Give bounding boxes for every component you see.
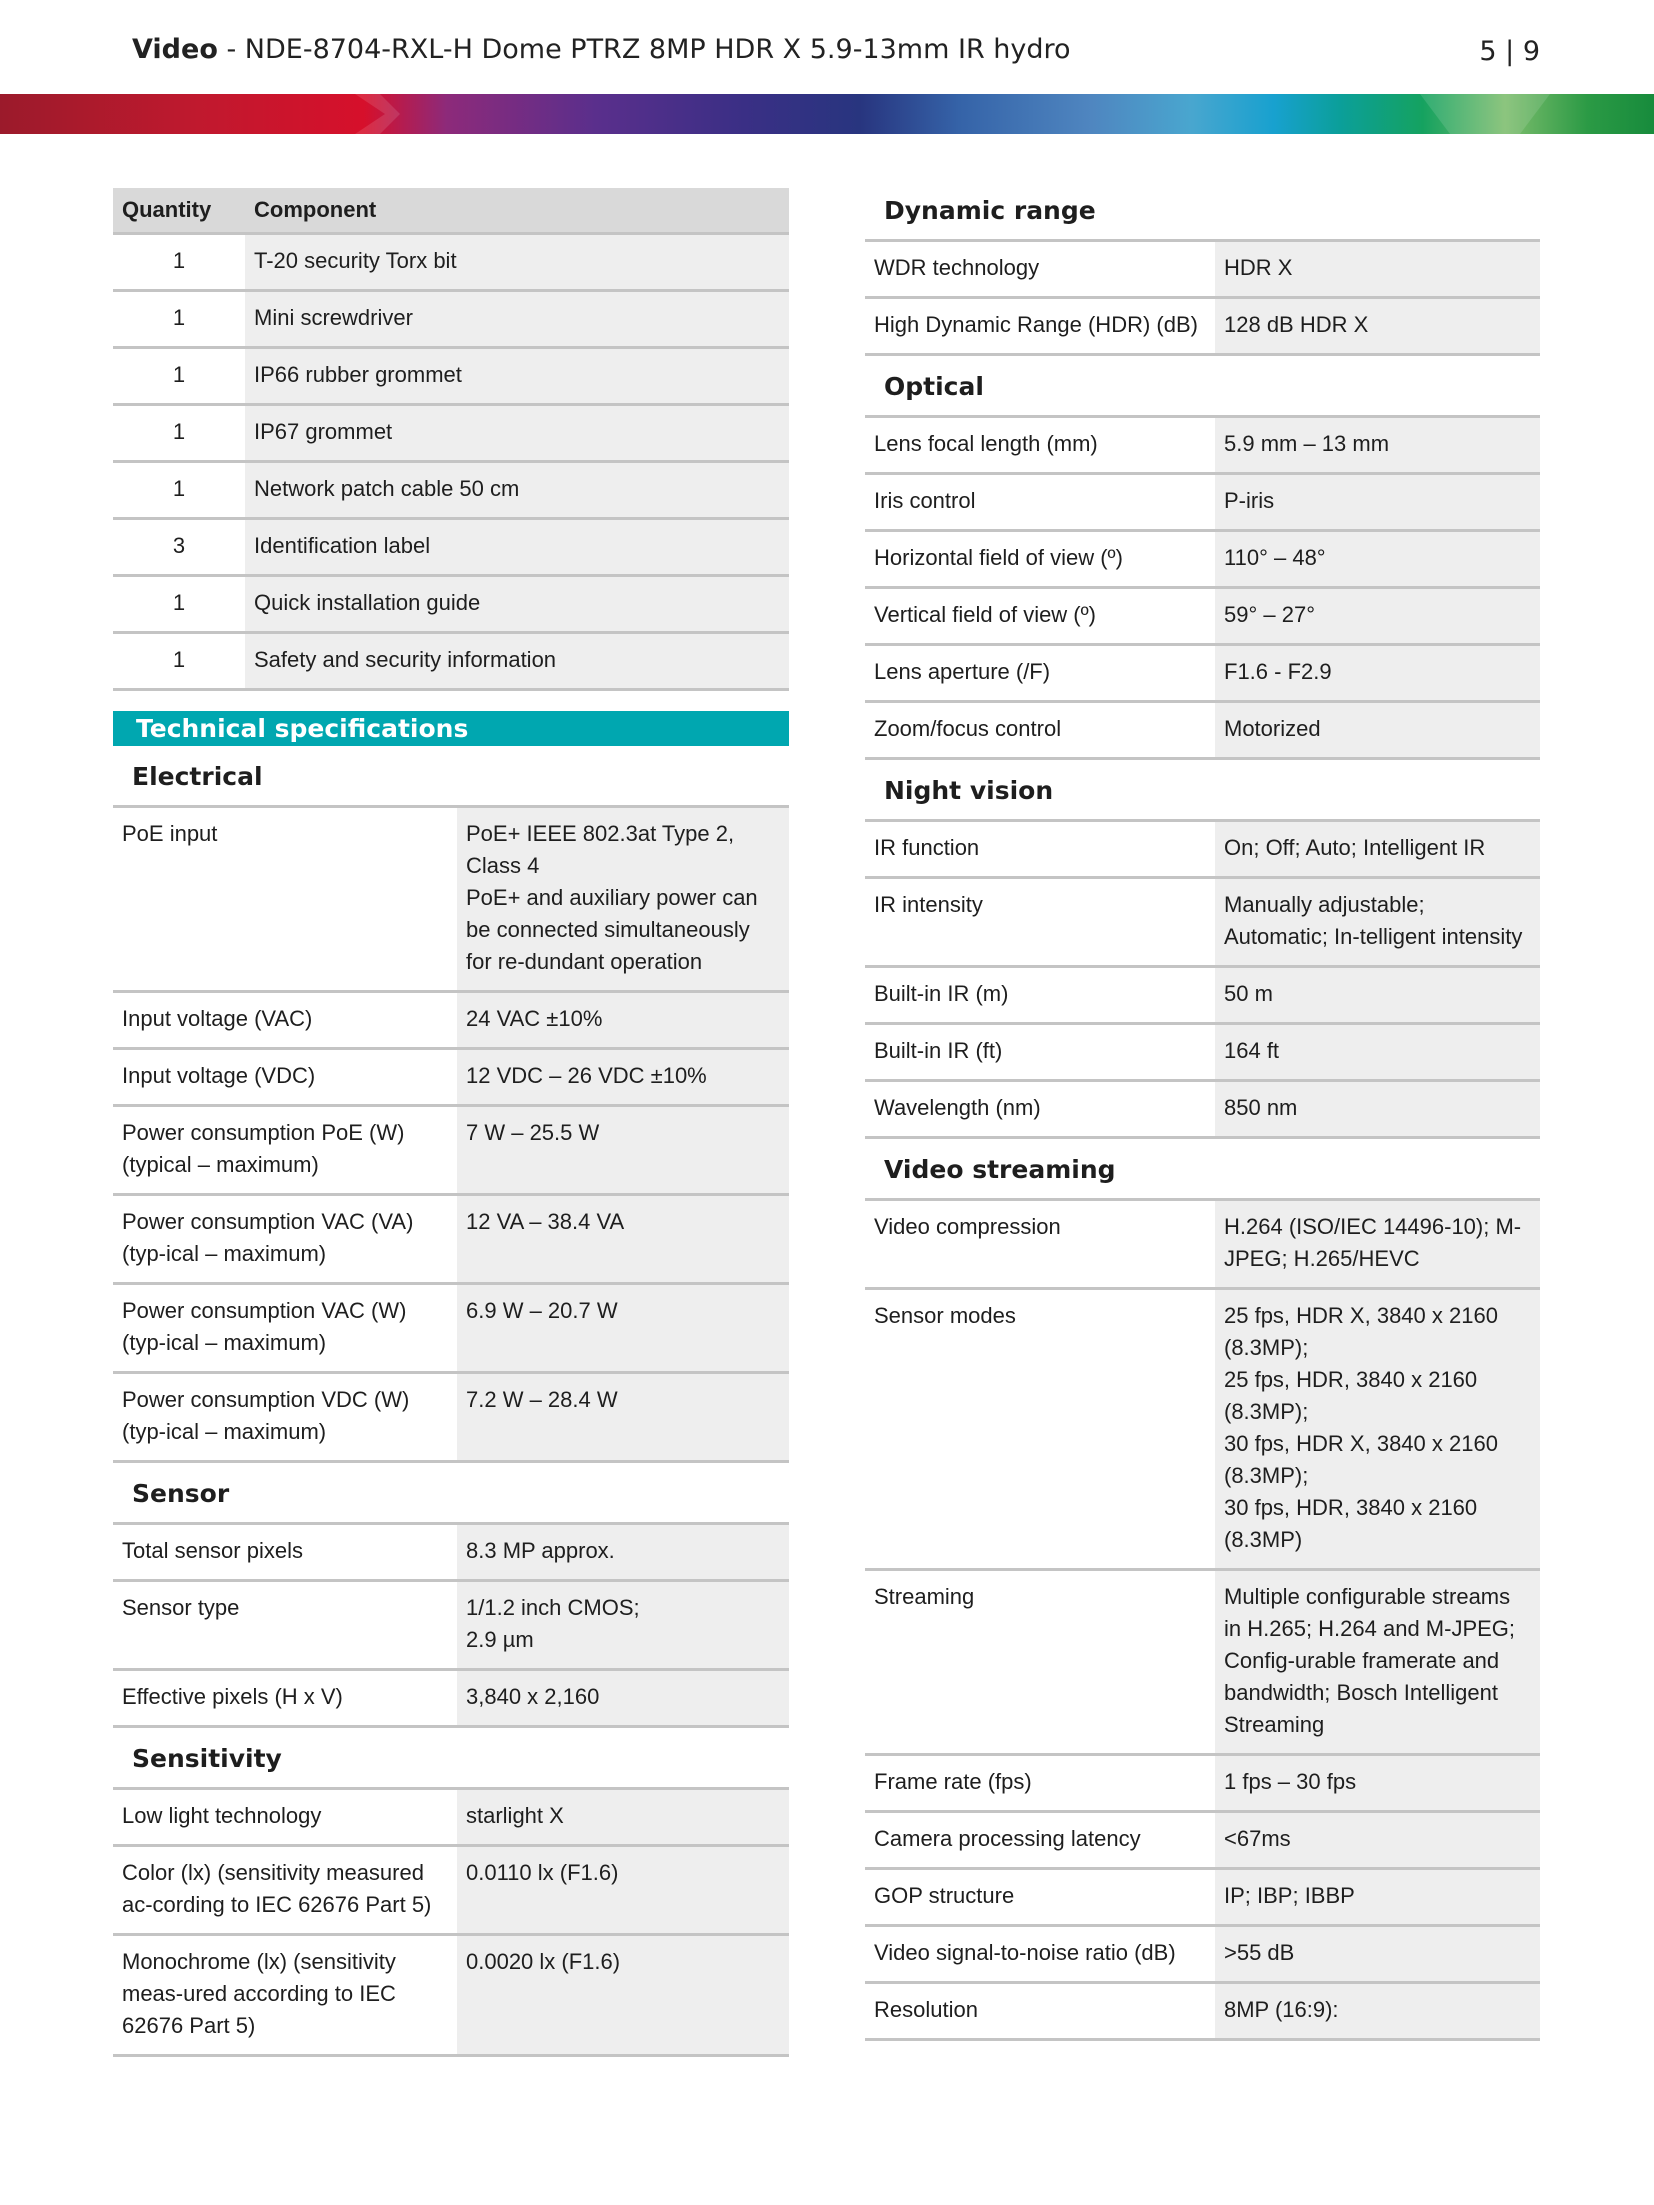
left-column [113, 188, 789, 2057]
spec-row [113, 1106, 789, 1195]
spec-value: 0.0110 lx (F1.6) [457, 1846, 789, 1935]
spec-row [865, 1812, 1540, 1869]
spec-row [865, 1081, 1540, 1138]
electrical-table [113, 808, 789, 1463]
spec-value: On; Off; Auto; Intelligent IR [1215, 822, 1540, 878]
spec-label: Built-in IR (m) [865, 967, 1215, 1024]
spec-row [113, 1581, 789, 1670]
spec-row [865, 1869, 1540, 1926]
night-vision-heading: Night vision [865, 760, 1540, 822]
spec-row [865, 1570, 1540, 1755]
parts-row [113, 291, 789, 348]
quantity-cell: 1 [113, 348, 245, 405]
sensitivity-table [113, 1790, 789, 2057]
spec-row [865, 1755, 1540, 1812]
quantity-header: Quantity [113, 188, 245, 234]
spec-row [113, 1195, 789, 1284]
quantity-cell: 1 [113, 576, 245, 633]
spec-value: PoE+ IEEE 802.3at Type 2, Class 4 PoE+ and auxiliary power can be connected simultaneously for re-dundant operation [457, 808, 789, 992]
spec-label: Power consumption VAC (W) (typ-ical – maximum) [113, 1284, 457, 1373]
video-streaming-heading: Video streaming [865, 1139, 1540, 1201]
night-vision-table [865, 822, 1540, 1139]
spec-row [113, 1284, 789, 1373]
spec-value: 164 ft [1215, 1024, 1540, 1081]
component-cell: T-20 security Torx bit [245, 234, 789, 291]
quantity-cell: 1 [113, 633, 245, 690]
spec-label: Lens focal length (mm) [865, 418, 1215, 474]
component-cell: Quick installation guide [245, 576, 789, 633]
spec-value: 3,840 x 2,160 [457, 1670, 789, 1727]
component-cell: Network patch cable 50 cm [245, 462, 789, 519]
brand-color-bar [0, 94, 1654, 134]
spec-row [113, 1935, 789, 2056]
spec-label: Camera processing latency [865, 1812, 1215, 1869]
component-cell: IP67 grommet [245, 405, 789, 462]
spec-value: H.264 (ISO/IEC 14496-10); M-JPEG; H.265/HEVC [1215, 1201, 1540, 1289]
spec-row [865, 645, 1540, 702]
spec-label: Color (lx) (sensitivity measured ac-cording to IEC 62676 Part 5) [113, 1846, 457, 1935]
spec-value: 5.9 mm – 13 mm [1215, 418, 1540, 474]
spec-value: 0.0020 lx (F1.6) [457, 1935, 789, 2056]
optical-heading: Optical [865, 356, 1540, 418]
spec-value: Motorized [1215, 702, 1540, 759]
spec-value: 25 fps, HDR X, 3840 x 2160 (8.3MP); 25 fps, HDR, 3840 x 2160 (8.3MP); 30 fps, HDR X, 3840 x 2160 (8.3MP); 30 fps, HDR, 3840 x 2160 (8.3MP) [1215, 1289, 1540, 1570]
spec-row [113, 1670, 789, 1727]
spec-value: F1.6 - F2.9 [1215, 645, 1540, 702]
spec-label: Total sensor pixels [113, 1525, 457, 1581]
quantity-cell: 1 [113, 291, 245, 348]
spec-value: 8MP (16:9): [1215, 1983, 1540, 2040]
document-category: Video [132, 34, 218, 65]
spec-value: 6.9 W – 20.7 W [457, 1284, 789, 1373]
spec-row [113, 808, 789, 992]
spec-value: Manually adjustable; Automatic; In-telligent intensity [1215, 878, 1540, 967]
spec-value: 50 m [1215, 967, 1540, 1024]
spec-row [113, 1525, 789, 1581]
spec-label: Sensor type [113, 1581, 457, 1670]
spec-label: Low light technology [113, 1790, 457, 1846]
sensitivity-heading: Sensitivity [113, 1728, 789, 1790]
spec-row [113, 1846, 789, 1935]
spec-label: Iris control [865, 474, 1215, 531]
spec-row [865, 967, 1540, 1024]
spec-label: Power consumption PoE (W) (typical – maximum) [113, 1106, 457, 1195]
sensor-heading: Sensor [113, 1463, 789, 1525]
spec-row [865, 822, 1540, 878]
spec-label: Sensor modes [865, 1289, 1215, 1570]
spec-row [865, 1289, 1540, 1570]
spec-row [865, 531, 1540, 588]
spec-value: 128 dB HDR X [1215, 298, 1540, 355]
spec-row [865, 588, 1540, 645]
spec-value: 110° – 48° [1215, 531, 1540, 588]
spec-label: Monochrome (lx) (sensitivity meas-ured according to IEC 62676 Part 5) [113, 1935, 457, 2056]
parts-table [113, 188, 789, 691]
spec-label: Zoom/focus control [865, 702, 1215, 759]
spec-label: GOP structure [865, 1869, 1215, 1926]
sensor-table [113, 1525, 789, 1728]
spec-label: Streaming [865, 1570, 1215, 1755]
spec-value: 8.3 MP approx. [457, 1525, 789, 1581]
spec-row [113, 1790, 789, 1846]
component-cell: IP66 rubber grommet [245, 348, 789, 405]
spec-label: Power consumption VAC (VA) (typ-ical – maximum) [113, 1195, 457, 1284]
right-column [865, 180, 1540, 2041]
spec-label: Lens aperture (/F) [865, 645, 1215, 702]
spec-row [865, 1926, 1540, 1983]
spec-row [113, 992, 789, 1049]
spec-row [865, 242, 1540, 298]
spec-value: 7.2 W – 28.4 W [457, 1373, 789, 1462]
spec-label: IR intensity [865, 878, 1215, 967]
document-product: - NDE-8704-RXL-H Dome PTRZ 8MP HDR X 5.9-13mm IR hydro [217, 34, 1071, 65]
dynamic-range-heading: Dynamic range [865, 180, 1540, 242]
spec-value: 12 VDC – 26 VDC ±10% [457, 1049, 789, 1106]
parts-row [113, 576, 789, 633]
spec-label: Video compression [865, 1201, 1215, 1289]
parts-row [113, 405, 789, 462]
spec-row [865, 878, 1540, 967]
spec-value: 7 W – 25.5 W [457, 1106, 789, 1195]
spec-row [865, 418, 1540, 474]
spec-row [865, 702, 1540, 759]
spec-value: 850 nm [1215, 1081, 1540, 1138]
spec-value: starlight X [457, 1790, 789, 1846]
spec-label: Resolution [865, 1983, 1215, 2040]
parts-row [113, 348, 789, 405]
quantity-cell: 1 [113, 234, 245, 291]
page-number: 5 | 9 [1479, 36, 1540, 67]
spec-row [865, 1983, 1540, 2040]
spec-label: Frame rate (fps) [865, 1755, 1215, 1812]
spec-value: HDR X [1215, 242, 1540, 298]
dynamic-range-table [865, 242, 1540, 356]
component-cell: Identification label [245, 519, 789, 576]
spec-value: 12 VA – 38.4 VA [457, 1195, 789, 1284]
spec-label: Vertical field of view (º) [865, 588, 1215, 645]
parts-row [113, 234, 789, 291]
component-header: Component [245, 188, 789, 234]
spec-label: Input voltage (VDC) [113, 1049, 457, 1106]
spec-label: PoE input [113, 808, 457, 992]
spec-label: Video signal-to-noise ratio (dB) [865, 1926, 1215, 1983]
quantity-cell: 1 [113, 405, 245, 462]
parts-row [113, 519, 789, 576]
quantity-cell: 3 [113, 519, 245, 576]
spec-label: High Dynamic Range (HDR) (dB) [865, 298, 1215, 355]
component-cell: Mini screwdriver [245, 291, 789, 348]
spec-row [865, 298, 1540, 355]
parts-row [113, 462, 789, 519]
spec-row [865, 1201, 1540, 1289]
component-cell: Safety and security information [245, 633, 789, 690]
spec-row [865, 474, 1540, 531]
technical-specifications-heading: Technical specifications [113, 711, 789, 746]
spec-label: Input voltage (VAC) [113, 992, 457, 1049]
spec-label: WDR technology [865, 242, 1215, 298]
spec-row [113, 1049, 789, 1106]
spec-value: >55 dB [1215, 1926, 1540, 1983]
electrical-heading: Electrical [113, 746, 789, 808]
spec-value: IP; IBP; IBBP [1215, 1869, 1540, 1926]
spec-value: 1 fps – 30 fps [1215, 1755, 1540, 1812]
spec-value: P-iris [1215, 474, 1540, 531]
parts-row [113, 633, 789, 690]
spec-label: IR function [865, 822, 1215, 878]
spec-label: Power consumption VDC (W) (typ-ical – maximum) [113, 1373, 457, 1462]
document-title [132, 34, 1071, 65]
spec-value: 24 VAC ±10% [457, 992, 789, 1049]
spec-value: <67ms [1215, 1812, 1540, 1869]
optical-table [865, 418, 1540, 760]
video-streaming-table [865, 1201, 1540, 2041]
spec-label: Wavelength (nm) [865, 1081, 1215, 1138]
spec-row [865, 1024, 1540, 1081]
spec-label: Horizontal field of view (º) [865, 531, 1215, 588]
page-header [0, 0, 1654, 95]
spec-row [113, 1373, 789, 1462]
spec-label: Effective pixels (H x V) [113, 1670, 457, 1727]
spec-value: Multiple configurable streams in H.265; H.264 and M-JPEG; Config-urable framerate and bandwidth; Bosch Intelligent Streaming [1215, 1570, 1540, 1755]
spec-label: Built-in IR (ft) [865, 1024, 1215, 1081]
quantity-cell: 1 [113, 462, 245, 519]
spec-value: 1/1.2 inch CMOS; 2.9 µm [457, 1581, 789, 1670]
spec-value: 59° – 27° [1215, 588, 1540, 645]
